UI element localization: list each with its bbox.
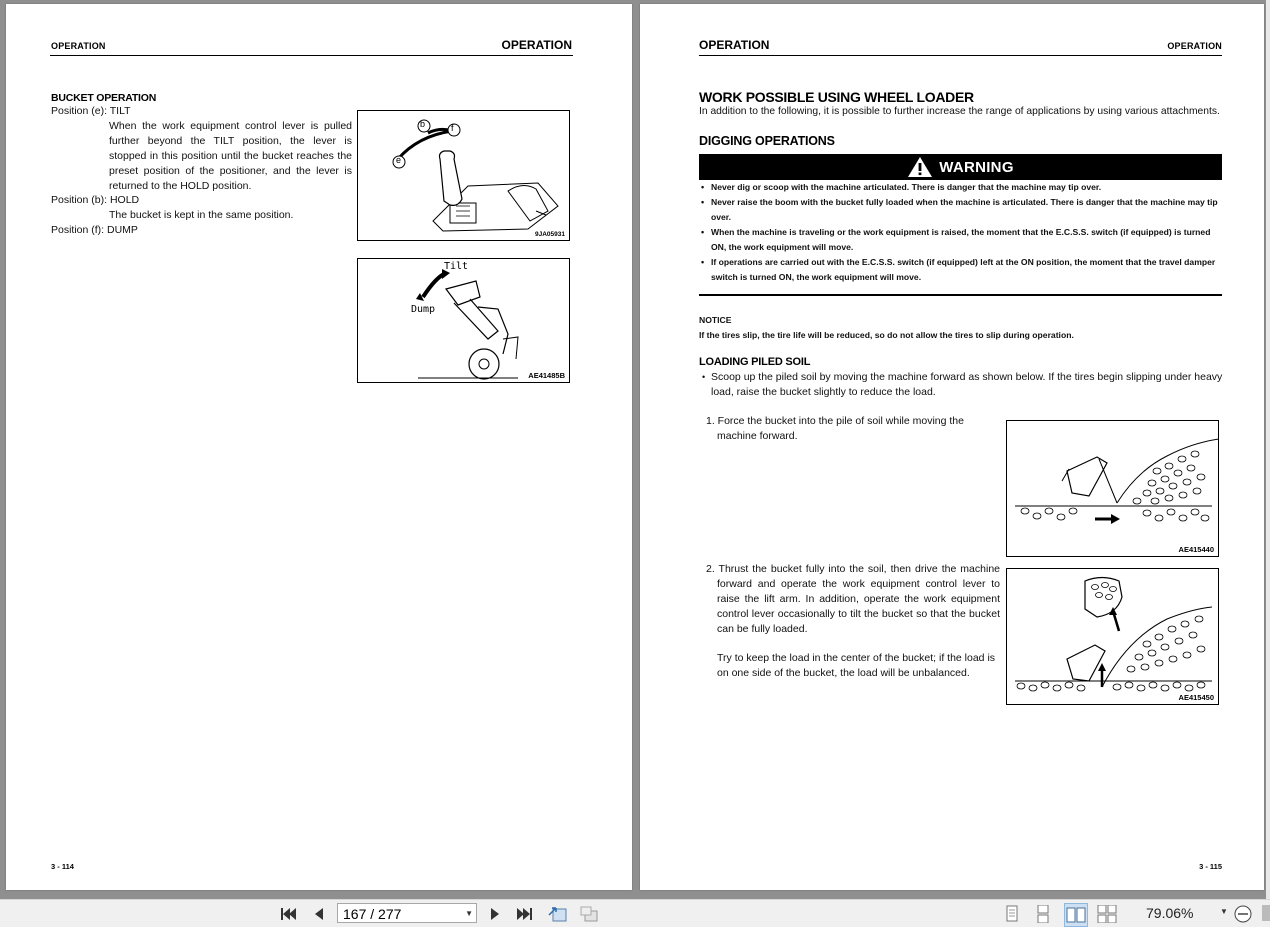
loading-bullet-text: Scoop up the piled soil by moving the machine forward as shown below. If the tires begin slipping under heavy load, raise the bucket slightly to reduce the load. [711,371,1223,398]
warning-bottom-rule [699,294,1222,296]
warning-text: When the machine is traveling or the work equipment is raised, the moment that the E.C.S.S. switch (if equipped) is turned ON, the work equipment will move. [711,227,1211,252]
warning-text: Never dig or scoop with the machine articulated. There is danger that the machine may tip over. [711,182,1102,192]
figure-code: AE415450 [1178,693,1214,702]
figure-code: 9JA05931 [535,231,565,238]
right-page [640,4,1264,890]
figure-code: AE41485B [528,371,565,380]
tilt-dump-figure [357,258,570,383]
step-2: 2. Thrust the bucket fully into the soil, then drive the machine forward and operate the work equipment control lever to raise the lift arm. In addition, operate the work equipment control lever occasionally to tilt the bucket so that the bucket can be fully loaded. [706,563,1000,635]
chevron-down-icon[interactable]: ▼ [465,909,473,918]
tilt-label: Tilt [444,261,469,272]
prev-page-icon [312,906,326,922]
position-e-label: Position (e): TILT [51,105,131,117]
position-b-label: Position (b): HOLD [51,194,140,206]
left-header-section: OPERATION [51,41,106,51]
next-page-button[interactable] [484,903,506,925]
zoom-out-button[interactable] [1232,903,1254,925]
first-page-button[interactable] [277,903,299,925]
step1-figure [1006,420,1219,557]
page-number-field[interactable] [337,903,477,923]
single-page-view-button[interactable] [1001,903,1023,925]
position-f-label: Position (f): DUMP [51,224,138,236]
step-2-note: Try to keep the load in the center of the bucket; if the load is on one side of the bucket, the load will be unbalanced. [717,652,996,679]
zoom-out-icon [1233,904,1253,924]
viewer-toolbar [0,899,1270,927]
left-header-chapter: OPERATION [501,38,572,52]
work-intro: In addition to the following, it is possible to further increase the range of applications by using various attachments. [699,106,1220,117]
control-lever-illustration [358,111,569,240]
position-b-marker: b [420,119,426,129]
position-b-description: The bucket is kept in the same position. [109,209,294,221]
prev-page-button[interactable] [308,903,330,925]
two-page-continuous-icon [1097,905,1117,923]
warning-item: • If operations are carried out with the E.C.S.S. switch (if equipped) left at the ON position, the moment that the travel damper switch is turned ON, the work equipment will move. [701,257,1216,282]
notice-label: NOTICE [699,315,732,325]
right-header-rule [699,55,1222,56]
position-e-marker: e [396,155,402,165]
work-title: WORK POSSIBLE USING WHEEL LOADER [699,89,974,105]
two-page-view-button[interactable] [1064,903,1088,927]
warning-list [699,180,1222,285]
page-number-value: 167 / 277 [343,906,402,922]
fit-page-icon [548,905,568,923]
fit-width-button[interactable] [578,903,600,925]
two-page-continuous-button[interactable] [1096,903,1118,925]
warning-item: • When the machine is traveling or the work equipment is raised, the moment that the E.C.S.S. switch (if equipped) is turned ON, the work equipment will move. [701,227,1211,252]
next-page-icon [488,906,502,922]
warning-banner [699,154,1222,180]
zoom-level[interactable]: 79.06% [1146,905,1194,921]
vertical-scrollbar[interactable] [1266,0,1270,899]
warning-text: If operations are carried out with the E.C.S.S. switch (if equipped) left at the ON position, the moment that the travel damper switch is turned ON, the work equipment will move. [711,257,1216,282]
right-header-chapter: OPERATION [699,38,770,52]
warning-item: • Never dig or scoop with the machine articulated. There is danger that the machine may tip over. [701,182,1102,192]
step2-figure [1006,568,1219,705]
last-page-button[interactable] [514,903,536,925]
single-page-icon [1004,905,1020,923]
continuous-view-button[interactable] [1032,903,1054,925]
bucket-operation-title: BUCKET OPERATION [51,92,157,104]
step-1: 1. Force the bucket into the pile of soil while moving the machine forward. [706,415,964,442]
fit-page-button[interactable] [547,903,569,925]
control-lever-figure [357,110,570,241]
position-e-description: When the work equipment control lever is pulled further beyond the TILT position, the lever is stopped in this position until the bucket reaches the preset position of the positioner, and the lever is returned to the HOLD position. [109,120,352,192]
notice-text: If the tires slip, the tire life will be reduced, so do not allow the tires to slip during operation. [699,330,1074,340]
bucket-lift-illustration [1007,569,1218,704]
continuous-icon [1035,905,1051,923]
left-page-number: 3 - 114 [51,862,74,871]
dump-label: Dump [411,304,436,315]
bucket-into-pile-illustration [1007,421,1218,556]
loader-arm-illustration [358,259,569,382]
last-page-icon [516,906,534,922]
right-header-section: OPERATION [1167,41,1222,51]
warning-label: WARNING [939,158,1014,176]
two-page-icon [1066,906,1086,924]
figure-code: AE415440 [1178,545,1214,554]
loading-bullet: • Scoop up the piled soil by moving the machine forward as shown below. If the tires begin slipping under heavy load, raise the bucket slightly to reduce the load. [702,371,1223,398]
fit-width-icon [579,905,599,923]
warning-text: Never raise the boom with the bucket fully loaded when the machine is articulated. There is danger that the machine may tip over. [711,197,1218,222]
right-page-number: 3 - 115 [1199,862,1222,871]
position-f-marker: f [451,123,454,133]
first-page-icon [279,906,297,922]
zoom-in-button[interactable] [1262,905,1270,921]
left-header-rule [50,55,573,56]
warning-item: • Never raise the boom with the bucket fully loaded when the machine is articulated. There is danger that the machine may tip over. [701,197,1218,222]
left-page [6,4,632,890]
warning-triangle-icon [907,156,933,178]
loading-title: LOADING PILED SOIL [699,356,811,368]
chevron-down-icon[interactable]: ▼ [1220,907,1228,916]
digging-title: DIGGING OPERATIONS [699,134,835,148]
